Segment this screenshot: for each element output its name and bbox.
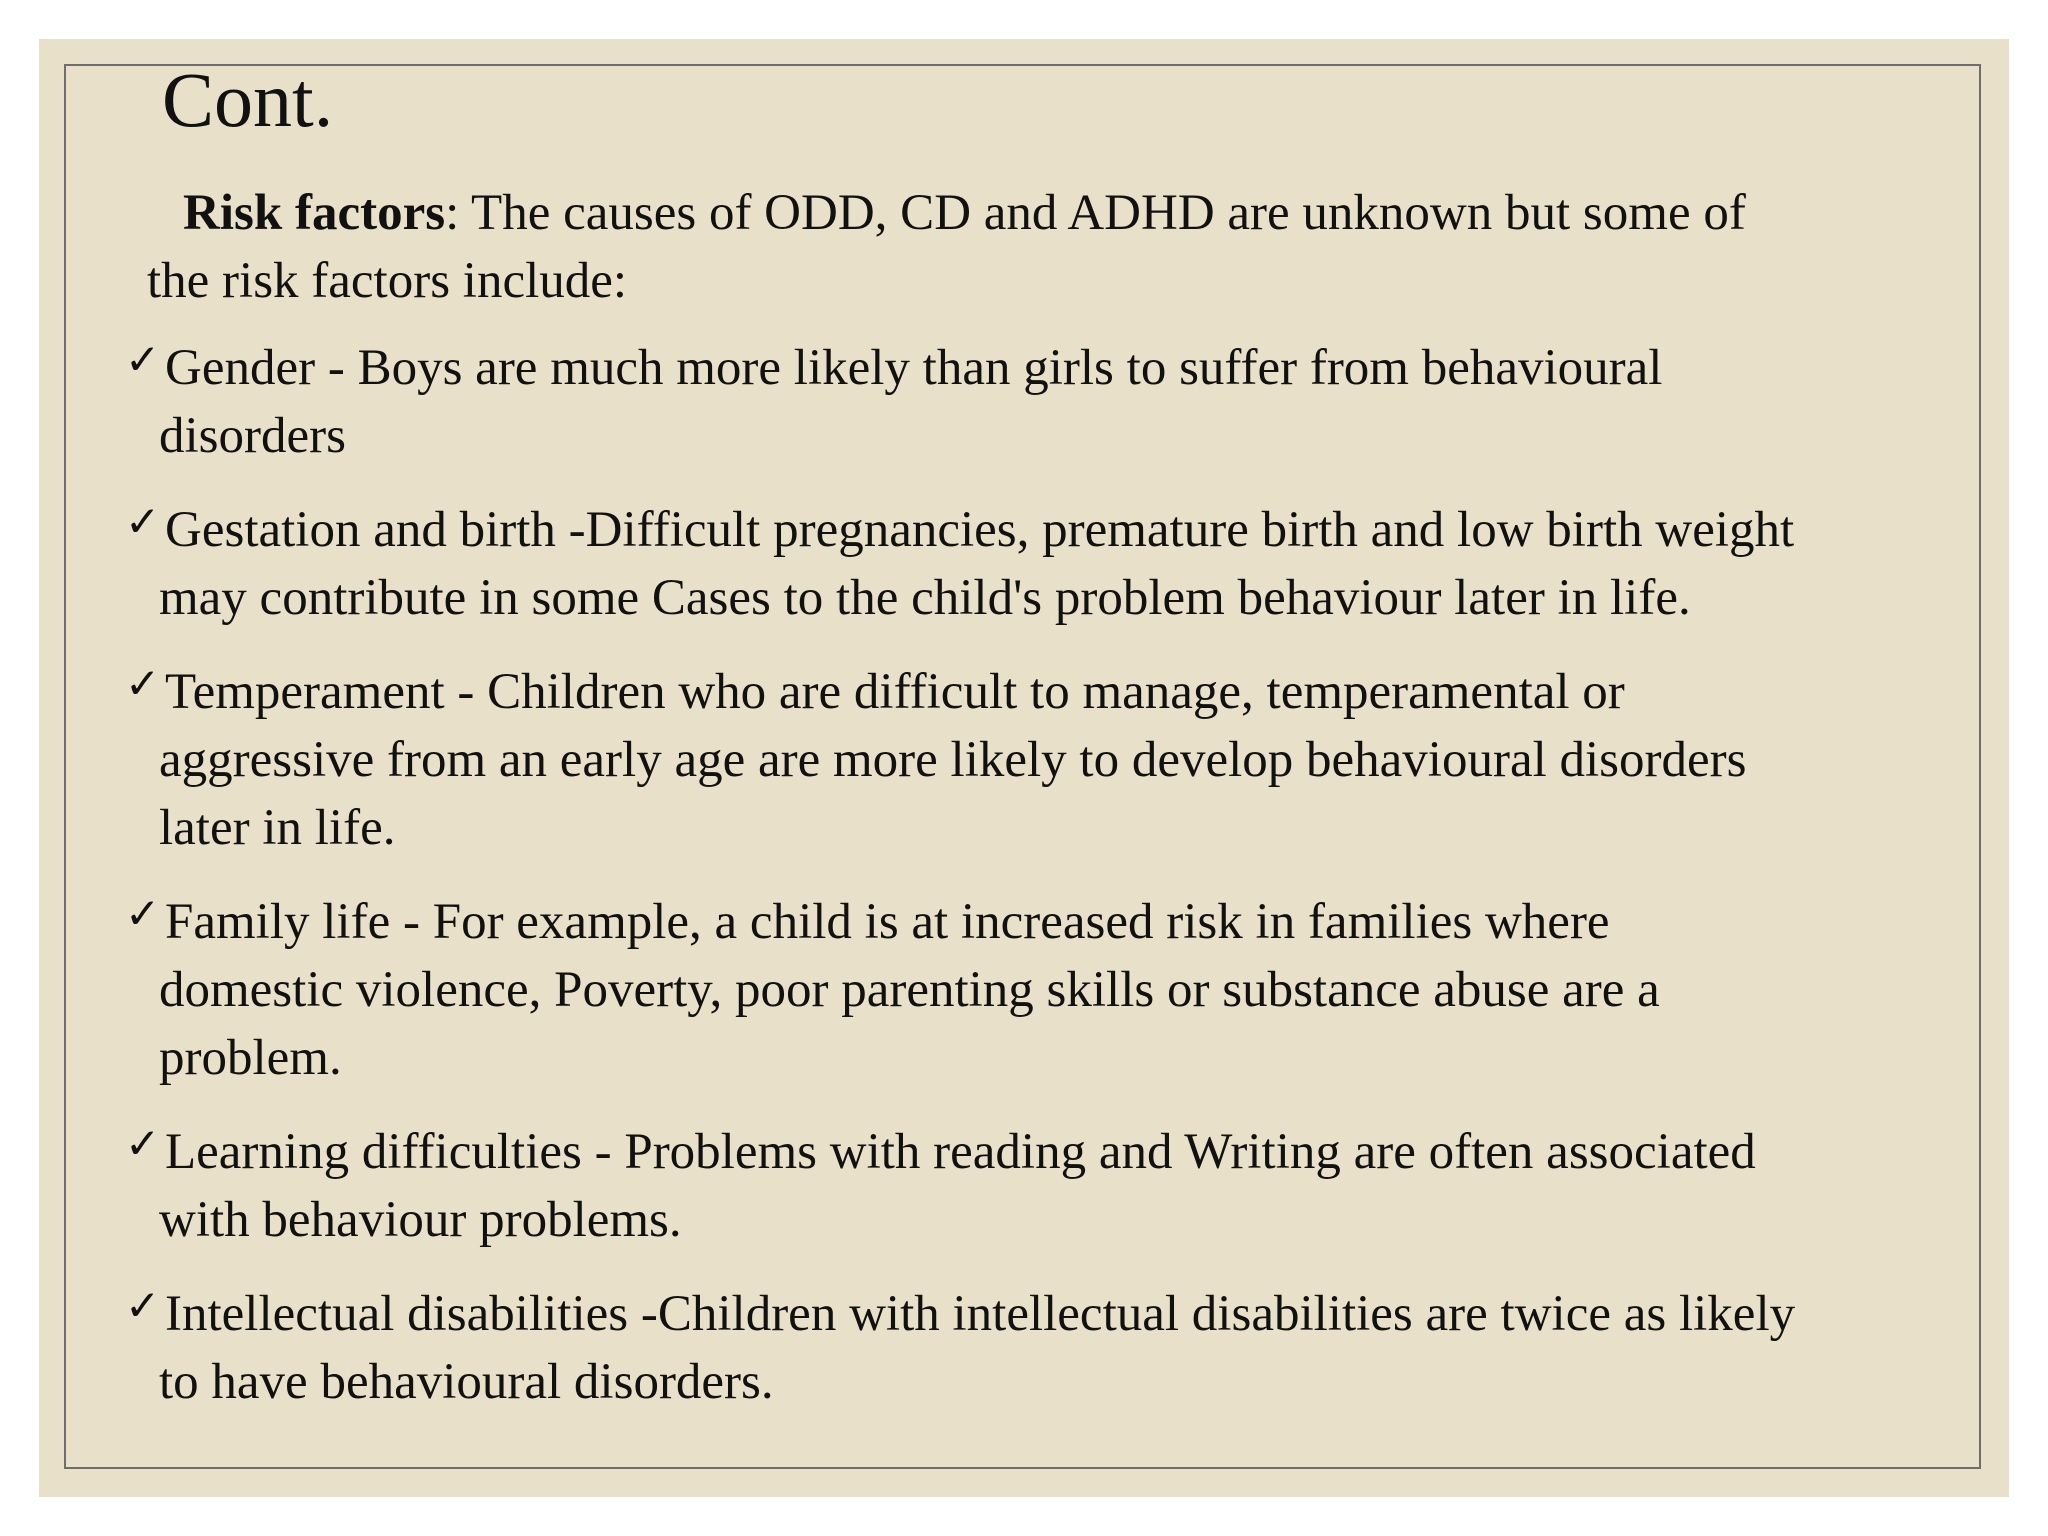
checkmark-icon: ✓ <box>125 659 161 708</box>
list-item-line: problem. <box>159 1030 342 1086</box>
list-item-line: domestic violence, Poverty, poor parenting skills or substance abuse are a <box>159 962 1660 1018</box>
risk-factor-list <box>125 334 2005 1416</box>
list-item-text <box>159 1118 2005 1254</box>
intro-paragraph <box>125 179 2005 315</box>
slide <box>39 39 2009 1497</box>
list-item-line: Gender - Boys are much more likely than girls to suffer from behavioural <box>165 340 1663 396</box>
checkmark-icon: ✓ <box>125 1281 161 1330</box>
list-item-family-life <box>125 888 2005 1092</box>
list-item-temperament <box>125 658 2005 862</box>
list-item-line: disorders <box>159 408 346 464</box>
list-item-learning-difficulties <box>125 1118 2005 1254</box>
list-item-text <box>159 658 2005 862</box>
checkmark-icon: ✓ <box>125 1119 161 1168</box>
intro-text-line2: the risk factors include: <box>147 253 628 309</box>
list-item-line: Gestation and birth -Difficult pregnancies, premature birth and low birth weight <box>165 502 1795 558</box>
list-item-line: Intellectual disabilities -Children with intellectual disabilities are twice as likely <box>165 1286 1796 1342</box>
list-item-line: later in life. <box>159 800 396 856</box>
list-item-text <box>159 888 2005 1092</box>
list-item-line: with behaviour problems. <box>159 1192 682 1248</box>
slide-title: Cont. <box>162 56 334 143</box>
intro-lead: Risk factors <box>183 185 446 241</box>
slide-content <box>125 179 2005 1442</box>
checkmark-icon: ✓ <box>125 335 161 384</box>
list-item-gestation <box>125 496 2005 632</box>
list-item-line: Temperament - Children who are difficult to manage, temperamental or <box>165 664 1625 720</box>
list-item-line: Family life - For example, a child is at increased risk in families where <box>165 894 1610 950</box>
list-item-line: may contribute in some Cases to the child's problem behaviour later in life. <box>159 570 1691 626</box>
list-item-line: aggressive from an early age are more likely to develop behavioural disorders <box>159 732 1747 788</box>
list-item-line: to have behavioural disorders. <box>159 1354 774 1410</box>
list-item-text <box>159 1280 2005 1416</box>
list-item-line: Learning difficulties - Problems with reading and Writing are often associated <box>165 1124 1756 1180</box>
list-item-gender <box>125 334 2005 470</box>
checkmark-icon: ✓ <box>125 889 161 938</box>
list-item-text <box>159 496 2005 632</box>
intro-text-line1: : The causes of ODD, CD and ADHD are unknown but some of <box>445 185 1746 241</box>
list-item-intellectual-disabilities <box>125 1280 2005 1416</box>
checkmark-icon: ✓ <box>125 497 161 546</box>
list-item-text <box>159 334 2005 470</box>
